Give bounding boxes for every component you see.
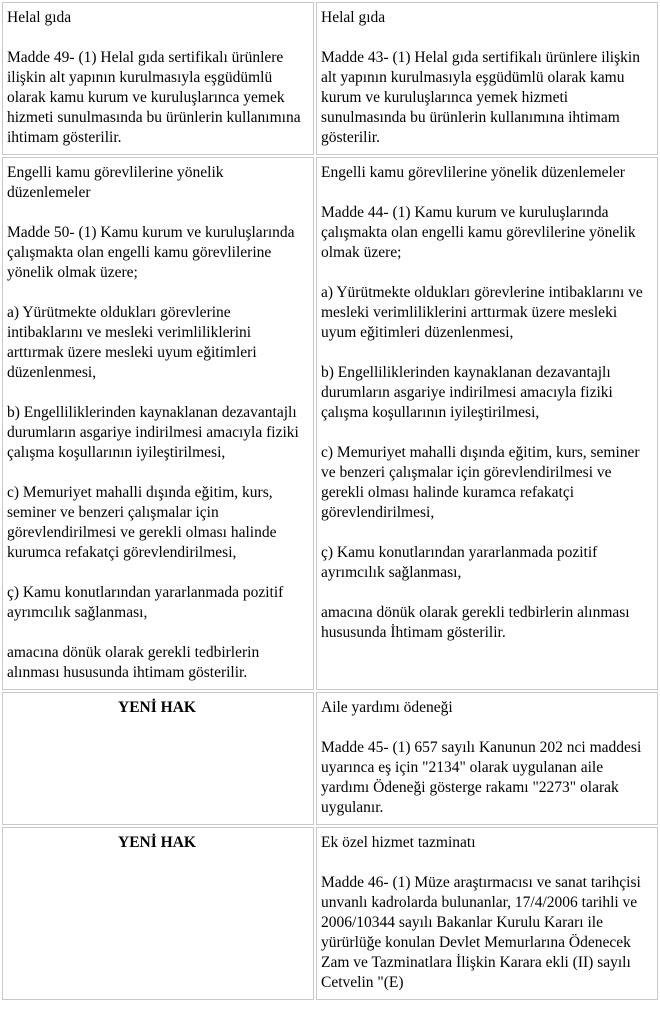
new-text-cell — [316, 827, 658, 1000]
section-heading: Helal gıda — [7, 9, 72, 26]
section-heading: Engelli kamu görevlilerine yönelik düzenlemeler — [7, 164, 224, 201]
article-clause: c) Memuriyet mahalli dışında eğitim, kurs, seminer ve benzeri çalışmalar için görevlendirilmesi ve gerekli olması halinde kurumca refakatçi görevlendirilmesi, — [7, 484, 277, 561]
article-text: Madde 49- (1) Helal gıda sertifikalı ürünlere ilişkin alt yapının kurulmasıyla eşgüdümlü olarak kamu kurum ve kuruluşlarınca yemek hizmeti sunulmasında bu ürünlerin kullanımına ihtimam gösterilir. — [7, 49, 301, 146]
article-text: Madde 43- (1) Helal gıda sertifikalı ürünlere ilişkin alt yapının kurulmasıyla eşgüdümlü olarak kamu kurum ve kuruluşlarınca yemek hizmeti sunulmasında bu ürünlerin kullanımına ihtimam gösterilir. — [321, 49, 640, 146]
article-clause: ç) Kamu konutlarından yararlanmada pozitif ayrımcılık sağlanması, — [321, 544, 598, 581]
old-text-cell — [2, 157, 314, 690]
old-text-cell — [2, 2, 314, 155]
article-clause: a) Yürütmekte oldukları görevlerine intibaklarını ve mesleki verimliliklerini arttırmak üzere mesleki uyum eğitimleri düzenlenmesi, — [321, 284, 643, 341]
article-closing: amacına dönük olarak gerekli tedbirlerin alınması hususunda ihtimam gösterilir. — [7, 644, 260, 681]
article-text: Madde 44- (1) Kamu kurum ve kuruluşlarında çalışmakta olan engelli kamu görevlilerine yönelik olmak üzere; — [321, 204, 636, 261]
section-heading: Ek özel hizmet tazminatı — [321, 834, 476, 851]
new-right-label: YENİ HAK — [118, 699, 196, 716]
article-clause: c) Memuriyet mahalli dışında eğitim, kurs, seminer ve benzeri çalışmalar için görevlendirilmesi ve gerekli olması halinde kuramca refakatçi görevlendirilmesi, — [321, 444, 640, 521]
new-right-label: YENİ HAK — [118, 834, 196, 851]
table-row — [2, 2, 658, 155]
article-clause: b) Engelliliklerinden kaynaklanan dezavantajlı durumların asgariye indirilmesi amacıyla fiziki çalışma koşullarının iyileştirilmesi, — [321, 364, 613, 421]
article-text: Madde 50- (1) Kamu kurum ve kuruluşlarında çalışmakta olan engelli kamu görevlilerine yönelik olmak üzere; — [7, 224, 295, 281]
table-row — [2, 157, 658, 690]
section-heading: Aile yardımı ödeneği — [321, 699, 453, 716]
new-text-cell — [316, 692, 658, 825]
old-text-cell — [2, 692, 314, 825]
article-clause: ç) Kamu konutlarından yararlanmada pozitif ayrımcılık sağlanması, — [7, 584, 284, 621]
old-text-cell — [2, 827, 314, 1000]
section-heading: Engelli kamu görevlilerine yönelik düzenlemeler — [321, 164, 625, 181]
section-heading: Helal gıda — [321, 9, 386, 26]
table-row — [2, 692, 658, 825]
article-text: Madde 46- (1) Müze araştırmacısı ve sanat tarihçisi unvanlı kadrolarda bulunanlar, 17/4/2006 tarihli ve 2006/10344 sayılı Bakanlar Kurulu Kararı ile yürürlüğe konulan Devlet Memurlarına Ödenecek Zam ve Tazminatlara İlişkin Karara ekli (II) sayılı Cetvelin "(E) — [321, 874, 641, 991]
new-text-cell — [316, 157, 658, 690]
article-text: Madde 45- (1) 657 sayılı Kanunun 202 nci maddesi uyarınca eş için "2134" olarak uygulanan aile yardımı Ödeneği gösterge rakamı "2273" olarak uygulanır. — [321, 739, 642, 816]
article-clause: b) Engelliliklerinden kaynaklanan dezavantajlı durumların asgariye indirilmesi amacıyla fiziki çalışma koşullarının iyileştirilmesi, — [7, 404, 299, 461]
article-clause: a) Yürütmekte oldukları görevlerine intibaklarını ve mesleki verimliliklerini arttırmak üzere mesleki uyum eğitimleri düzenlenmesi, — [7, 304, 257, 381]
article-closing: amacına dönük olarak gerekli tedbirlerin alınması hususunda İhtimam gösterilir. — [321, 604, 630, 641]
table-row — [2, 827, 658, 1000]
new-text-cell — [316, 2, 658, 155]
